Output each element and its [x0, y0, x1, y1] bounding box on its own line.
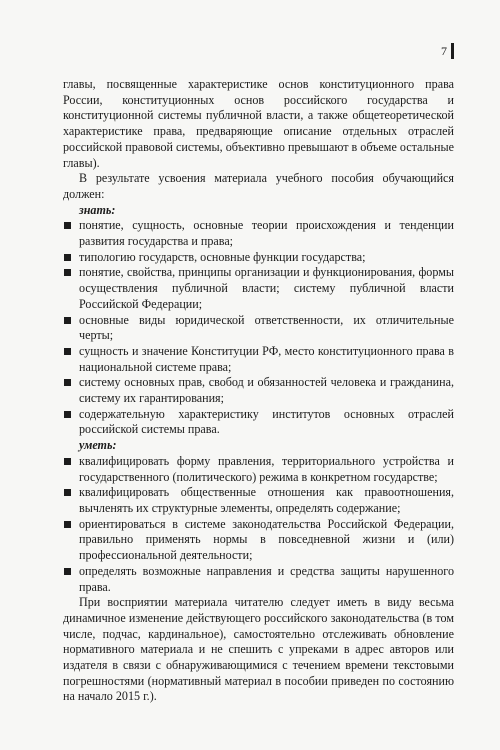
- list-item: [63, 454, 454, 485]
- bullet-marker: [64, 269, 71, 276]
- list-item: [63, 344, 454, 375]
- list-item-text: квалифицировать форму правления, территориального устройства и государственного (политического) режима в конкретном государстве;: [79, 453, 454, 484]
- list-item: [63, 485, 454, 516]
- list-item-text: понятие, свойства, принципы организации и функционирования, формы осуществления публичной власти; систему публичной власти Российской Федерации;: [79, 265, 454, 311]
- bullet-marker: [64, 254, 71, 261]
- know-heading: знать:: [79, 202, 116, 217]
- bullet-marker: [64, 568, 71, 575]
- list-item: [63, 407, 454, 438]
- bullet-marker: [64, 222, 71, 229]
- list-item-text: типологию государств, основные функции государства;: [79, 249, 366, 264]
- bullet-marker: [64, 521, 71, 528]
- list-item-text: определять возможные направления и средства защиты нарушенного права.: [79, 563, 454, 594]
- list-item: [63, 564, 454, 595]
- page-number-bar: [451, 43, 454, 59]
- know-list: [63, 218, 454, 438]
- intro-paragraph: главы, посвященные характеристике основ конституционного права России, конституционных основ российского государства и конституционной системы публичной власти, а также общетеоретической характеристике права, предваряющие описание отдельных отраслей российской правовой системы, объективно превышают в объеме остальные главы).: [63, 77, 454, 170]
- bullet-marker: [64, 379, 71, 386]
- list-item-text: сущность и значение Конституции РФ, место конституционного права в национальной системе права;: [79, 343, 454, 374]
- list-item: [63, 218, 454, 249]
- bullet-marker: [64, 489, 71, 496]
- list-item-text: основные виды юридической ответственности, их отличительные черты;: [79, 312, 454, 343]
- list-item: [63, 250, 454, 266]
- list-item-text: квалифицировать общественные отношения как правоотношения, вычленять их структурные элементы, определять содержание;: [79, 485, 454, 515]
- bullet-marker: [64, 317, 71, 324]
- bullet-marker: [64, 411, 71, 418]
- list-item: [63, 265, 454, 312]
- list-item-text: понятие, сущность, основные теории происхождения и тенденции развития государства и права;: [79, 218, 454, 249]
- bullet-marker: [64, 458, 71, 465]
- bullet-marker: [64, 348, 71, 355]
- list-item: [63, 375, 454, 406]
- can-heading: уметь:: [79, 438, 117, 453]
- result-paragraph: В результате усвоения материала учебного пособия обучающийся должен:: [63, 171, 454, 201]
- list-item: [63, 313, 454, 344]
- list-item-text: систему основных прав, свобод и обязанностей человека и гражданина, систему их гарантирования;: [79, 375, 454, 406]
- closing-paragraph: При восприятии материала читателю следует иметь в виду весьма динамичное изменение действующего российского законодательства (в том числе, подчас, кардинальное), самостоятельно отслеживать обновление нормативного материала и не спешить с упреками в адрес авторов или издателя в связи с обнаруживающимися с течением времени текстовыми погрешностями (нормативный материал в пособии приведен по состоянию на начало 2015 г.).: [63, 595, 454, 704]
- list-item-text: ориентироваться в системе законодательства Российской Федерации, правильно применять нормы в повседневной жизни и (или) профессиональной деятельности;: [79, 516, 454, 563]
- can-list: [63, 454, 454, 595]
- list-item: [63, 517, 454, 564]
- text-body: [63, 77, 454, 705]
- list-item-text: содержательную характеристику институтов основных отраслей российской системы права.: [79, 406, 454, 437]
- page-number: 7: [441, 44, 447, 58]
